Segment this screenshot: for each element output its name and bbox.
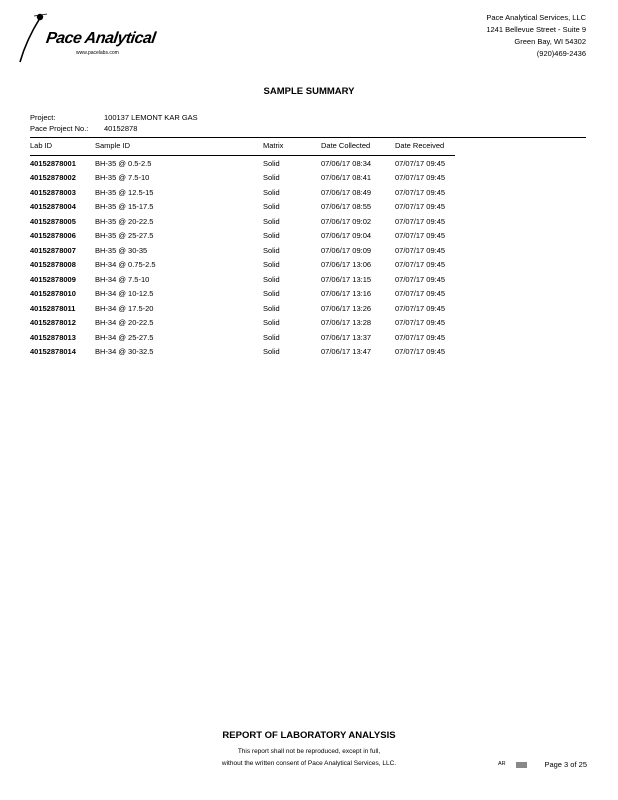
matrix-cell: Solid: [263, 303, 280, 313]
company-address-block: [486, 12, 586, 60]
table-header-row: [30, 141, 455, 156]
matrix-cell: Solid: [263, 289, 280, 299]
project-info: [30, 112, 198, 134]
lab-id-cell: 40152878013: [30, 332, 76, 342]
pace-project-value: 40152878: [104, 124, 138, 133]
date-collected-cell: 07/06/17 09:09: [321, 245, 372, 255]
page-title: SAMPLE SUMMARY: [263, 86, 355, 97]
date-collected-cell: 07/06/17 08:49: [321, 187, 372, 197]
initials-stamp: [516, 762, 527, 768]
date-collected-cell: 07/06/17 08:41: [321, 173, 372, 183]
date-received-cell: 07/07/17 09:45: [395, 332, 446, 342]
matrix-cell: Solid: [263, 245, 280, 255]
matrix-cell: Solid: [263, 347, 280, 357]
sample-id-cell: BH-35 @ 0.5-2.5: [95, 158, 152, 168]
date-collected-cell: 07/06/17 08:34: [321, 158, 372, 168]
header-date-received: Date Received: [395, 141, 455, 156]
lab-id-cell: 40152878002: [30, 173, 76, 183]
lab-id-cell: 40152878010: [30, 289, 76, 299]
table-row: [30, 272, 455, 287]
date-received-cell: 07/07/17 09:45: [395, 347, 446, 357]
date-collected-cell: 07/06/17 09:04: [321, 231, 372, 241]
table-row: [30, 316, 455, 331]
sample-id-cell: BH-34 @ 10-12.5: [95, 289, 154, 299]
footer-line-1: This report shall not be reproduced, except in full,: [237, 748, 381, 755]
sample-id-cell: BH-35 @ 12.5-15: [95, 187, 154, 197]
sample-id-cell: BH-34 @ 30-32.5: [95, 347, 154, 357]
sample-id-cell: BH-35 @ 15-17.5: [95, 202, 154, 212]
table-row: [30, 171, 455, 186]
logo-url: www.pacelabs.com: [76, 50, 119, 56]
date-collected-cell: 07/06/17 13:15: [321, 274, 372, 284]
sample-id-cell: BH-35 @ 7.5-10: [95, 173, 150, 183]
pace-logo: [18, 10, 157, 65]
sample-id-cell: BH-34 @ 20-22.5: [95, 318, 154, 328]
header-divider: [30, 137, 586, 138]
footer-title: REPORT OF LABORATORY ANALYSIS: [222, 730, 396, 741]
table-row: [30, 301, 455, 316]
date-collected-cell: 07/06/17 13:47: [321, 347, 372, 357]
company-city: Green Bay, WI 54302: [514, 37, 586, 46]
lab-id-cell: 40152878011: [30, 303, 76, 313]
lab-id-cell: 40152878014: [30, 347, 76, 357]
date-received-cell: 07/07/17 09:45: [395, 158, 446, 168]
project-value: 100137 LEMONT KAR GAS: [104, 113, 198, 122]
date-received-cell: 07/07/17 09:45: [395, 187, 446, 197]
date-collected-cell: 07/06/17 13:37: [321, 332, 372, 342]
sample-id-cell: BH-35 @ 25-27.5: [95, 231, 154, 241]
date-received-cell: 07/07/17 09:45: [395, 173, 446, 183]
table-row: [30, 200, 455, 215]
company-name: Pace Analytical Services, LLC: [486, 13, 586, 22]
header-date-collected: Date Collected: [321, 141, 395, 156]
date-received-cell: 07/07/17 09:45: [395, 318, 446, 328]
date-collected-cell: 07/06/17 13:28: [321, 318, 372, 328]
matrix-cell: Solid: [263, 158, 280, 168]
table-row: [30, 345, 455, 360]
date-received-cell: 07/07/17 09:45: [395, 231, 446, 241]
table-row: [30, 243, 455, 258]
header-matrix: Matrix: [263, 141, 321, 156]
project-label: Project:: [30, 113, 56, 122]
date-collected-cell: 07/06/17 13:06: [321, 260, 372, 270]
matrix-cell: Solid: [263, 202, 280, 212]
date-received-cell: 07/07/17 09:45: [395, 202, 446, 212]
sample-table-body: [30, 156, 455, 360]
lab-id-cell: 40152878005: [30, 216, 76, 226]
lab-id-cell: 40152878009: [30, 274, 76, 284]
date-received-cell: 07/07/17 09:45: [395, 274, 446, 284]
lab-id-cell: 40152878007: [30, 245, 76, 255]
matrix-cell: Solid: [263, 318, 280, 328]
date-collected-cell: 07/06/17 13:26: [321, 303, 372, 313]
header-sample-id: Sample ID: [95, 141, 263, 156]
matrix-cell: Solid: [263, 173, 280, 183]
pace-project-label: Pace Project No.:: [30, 124, 89, 133]
table-row: [30, 229, 455, 244]
matrix-cell: Solid: [263, 260, 280, 270]
sample-table: [30, 141, 455, 359]
lab-id-cell: 40152878001: [30, 158, 76, 168]
matrix-cell: Solid: [263, 231, 280, 241]
matrix-cell: Solid: [263, 187, 280, 197]
company-street: 1241 Bellevue Street - Suite 9: [486, 25, 586, 34]
table-row: [30, 258, 455, 273]
matrix-cell: Solid: [263, 216, 280, 226]
sample-id-cell: BH-34 @ 0.75-2.5: [95, 260, 156, 270]
lab-id-cell: 40152878004: [30, 202, 76, 212]
company-phone: (920)469-2436: [536, 49, 586, 58]
date-collected-cell: 07/06/17 09:02: [321, 216, 372, 226]
table-row: [30, 156, 455, 171]
logo-text: Pace Analytical: [44, 30, 157, 47]
table-row: [30, 330, 455, 345]
date-collected-cell: 07/06/17 13:16: [321, 289, 372, 299]
analyst-initials: AR: [498, 761, 506, 767]
page-number: Page 3 of 25: [544, 760, 587, 769]
table-row: [30, 185, 455, 200]
lab-id-cell: 40152878012: [30, 318, 76, 328]
sample-id-cell: BH-35 @ 20-22.5: [95, 216, 154, 226]
sample-id-cell: BH-34 @ 25-27.5: [95, 332, 154, 342]
table-row: [30, 287, 455, 302]
date-received-cell: 07/07/17 09:45: [395, 216, 446, 226]
sample-id-cell: BH-34 @ 7.5-10: [95, 274, 150, 284]
sample-id-cell: BH-34 @ 17.5-20: [95, 303, 154, 313]
header-lab-id: Lab ID: [30, 141, 95, 156]
date-received-cell: 07/07/17 09:45: [395, 303, 446, 313]
table-row: [30, 214, 455, 229]
footer-line-2: without the written consent of Pace Analytical Services, LLC.: [221, 759, 397, 767]
sample-id-cell: BH-35 @ 30-35: [95, 245, 148, 255]
date-collected-cell: 07/06/17 08:55: [321, 202, 372, 212]
date-received-cell: 07/07/17 09:45: [395, 260, 446, 270]
lab-id-cell: 40152878006: [30, 231, 76, 241]
date-received-cell: 07/07/17 09:45: [395, 289, 446, 299]
matrix-cell: Solid: [263, 274, 280, 284]
date-received-cell: 07/07/17 09:45: [395, 245, 446, 255]
lab-id-cell: 40152878008: [30, 260, 76, 270]
matrix-cell: Solid: [263, 332, 280, 342]
lab-id-cell: 40152878003: [30, 187, 76, 197]
